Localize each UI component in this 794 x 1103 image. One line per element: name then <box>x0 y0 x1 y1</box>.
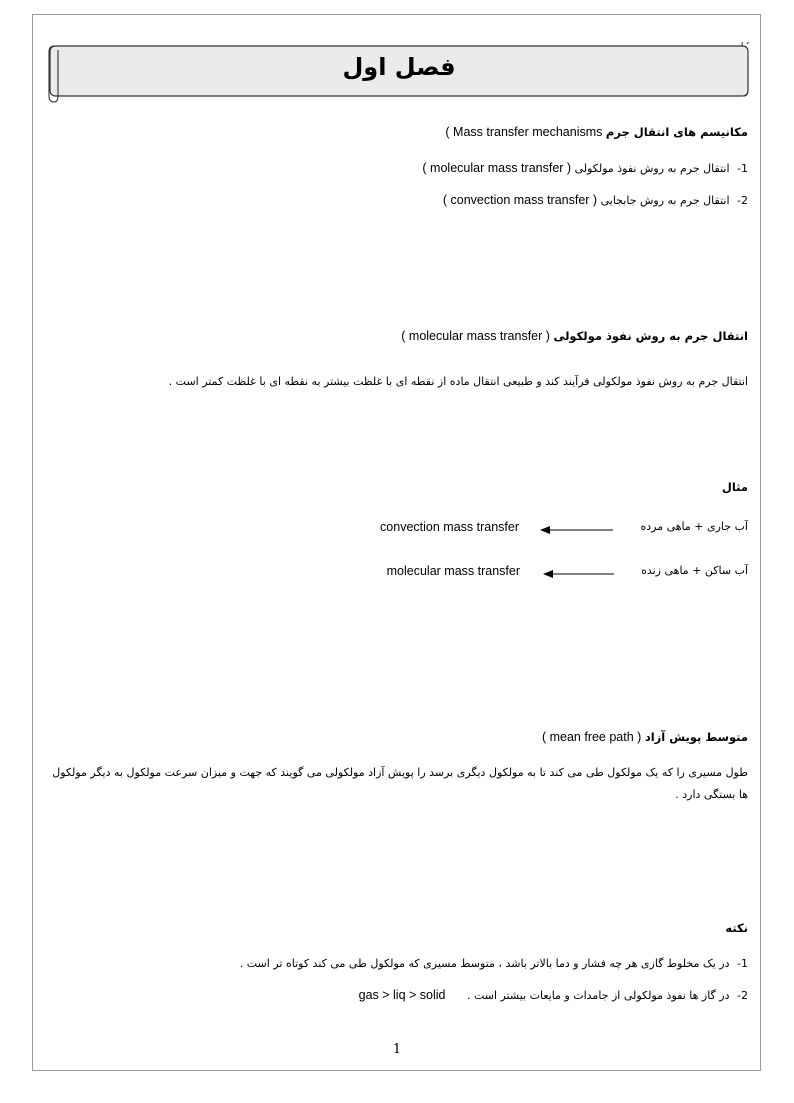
chapter-title: فصل اول <box>342 53 456 81</box>
list-number: 1- <box>737 162 748 175</box>
note-item-1 <box>240 957 748 970</box>
note-heading: نکته <box>725 921 748 935</box>
list-number: 1- <box>737 957 748 970</box>
list-number: 2- <box>737 989 748 1002</box>
mechanism-item-2 <box>443 193 748 207</box>
example-row <box>0 520 794 540</box>
note-item-2 <box>359 988 748 1002</box>
mechanism-item-text-en: ( convection mass transfer ) <box>442 193 598 207</box>
mechanism-item-text-en: ( molecular mass transfer ) <box>422 161 572 175</box>
mean-free-path-heading-fa: متوسط پویش آزاد <box>644 730 748 744</box>
list-number: 2- <box>737 194 748 207</box>
page-number: 1 <box>392 1042 402 1057</box>
mechanism-item-text-fa: انتقال جرم به روش نفوذ مولکولی <box>574 162 730 175</box>
molecular-paragraph: انتقال جرم به روش نفوذ مولکولی فرآیند کند و طبیعی انتقال ماده از نقطه ای با غلظت بیشتر به نقطه ای با غلظت کمتر است . <box>168 375 748 388</box>
arrow-left-icon <box>543 568 615 580</box>
note-item-text-fa: در گاز ها نفوذ مولکولی از جامدات و مایعات بیشتر است . <box>466 989 730 1002</box>
mean-free-path-heading-en: ( mean free path ) <box>541 730 642 744</box>
example-label: آب جاری + ماهی مرده <box>640 520 748 533</box>
molecular-heading-en: ( molecular mass transfer ) <box>401 329 550 343</box>
arrow-left-icon <box>540 524 614 536</box>
example-mechanism: convection mass transfer <box>380 520 519 534</box>
mechanism-item-1 <box>422 161 748 175</box>
mechanism-item-text-fa: انتقال جرم به روش جابجایی <box>600 194 730 207</box>
example-heading: مثال <box>721 480 748 494</box>
note-item-text-fa: در یک مخلوط گازی هر چه فشار و دما بالاتر باشد ، متوسط مسیری که مولکول طی می کند کوتاه تر است . <box>239 957 730 970</box>
molecular-heading-fa: انتقال جرم به روش نفوذ مولکولی <box>553 329 748 343</box>
mean-free-path-heading <box>542 730 748 744</box>
note-item-text-en: gas > liq > solid <box>358 988 446 1002</box>
chapter-banner <box>48 42 750 92</box>
molecular-heading <box>401 329 748 343</box>
mechanisms-heading-fa: مکانیسم های انتقال جرم <box>605 125 748 139</box>
example-row <box>0 564 794 584</box>
mechanisms-heading <box>445 125 748 139</box>
mechanisms-heading-en: ( Mass transfer mechanisms <box>445 125 603 139</box>
mean-free-path-paragraph: طول مسیری را که یک مولکول طی می کند تا به مولکول دیگری برسد را پویش آزاد مولکولی می گویند که جهت و میزان سرعت مولکول به دیگر مولکول ها بستگی دارد . <box>52 766 748 801</box>
example-label: آب ساکن + ماهی زنده <box>641 564 748 577</box>
example-mechanism: molecular mass transfer <box>386 564 520 578</box>
